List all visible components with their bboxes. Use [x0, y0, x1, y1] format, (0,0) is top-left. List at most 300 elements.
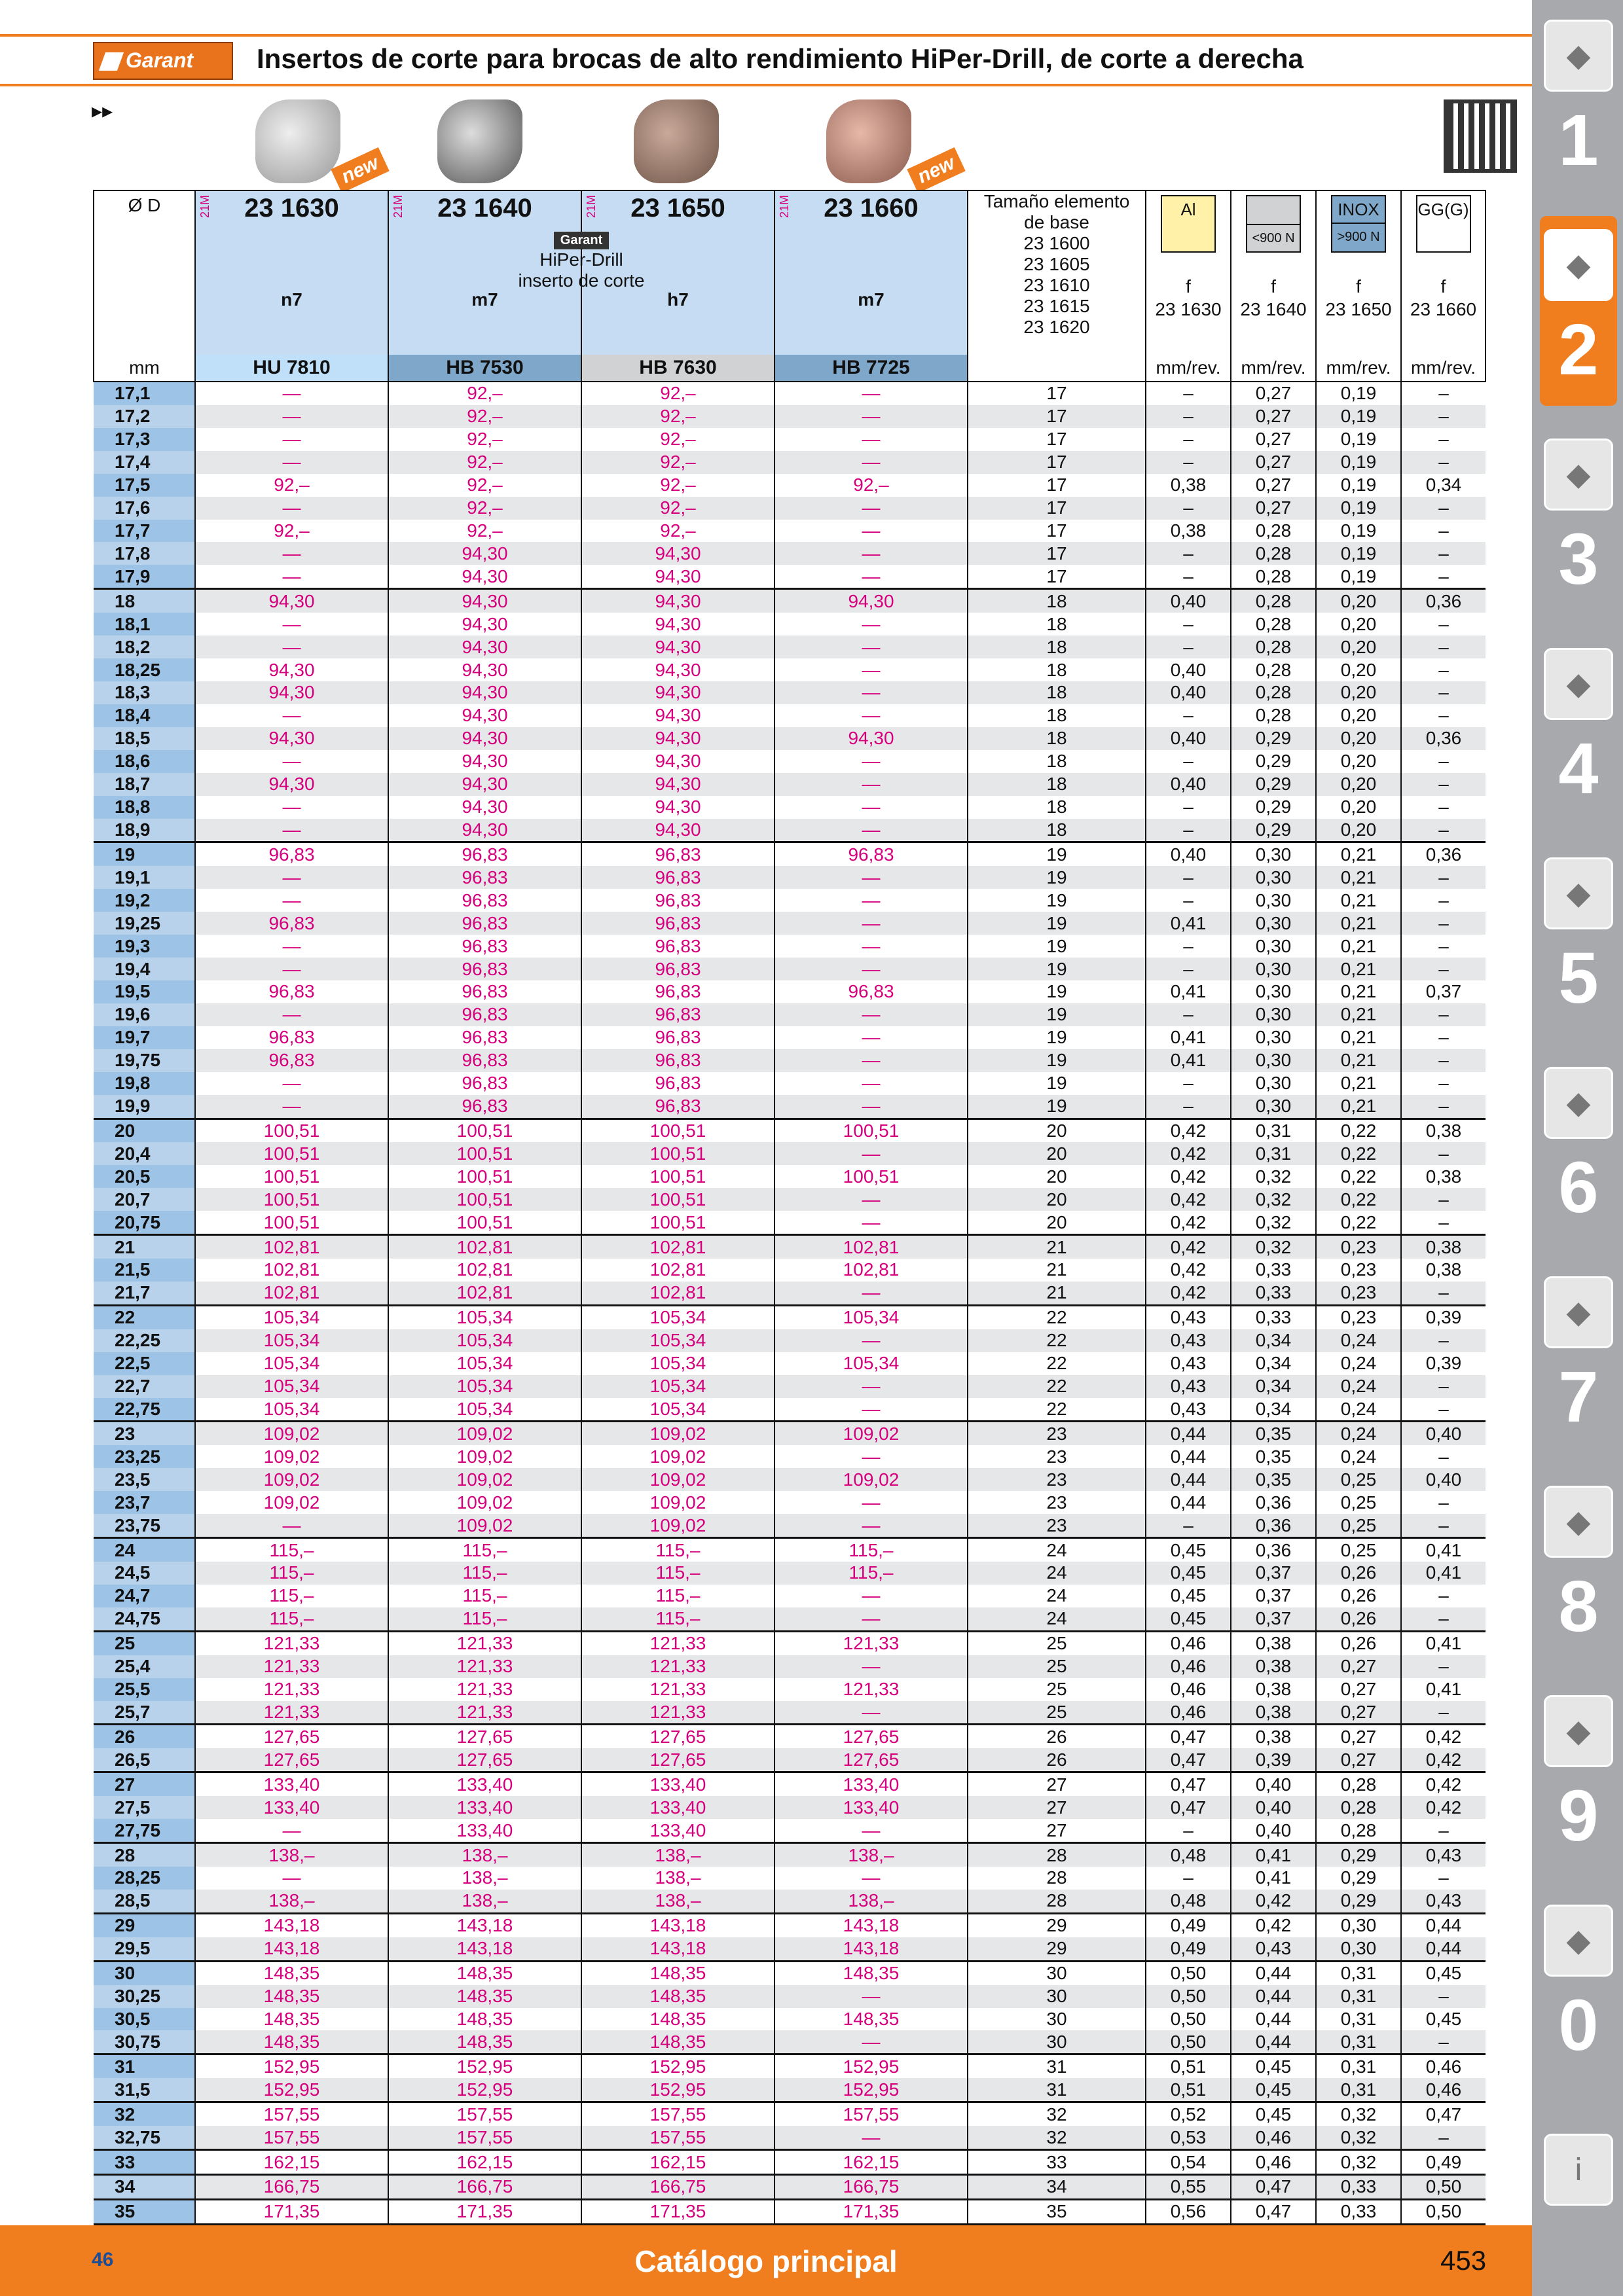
feed-cell: 0,43: [1231, 1937, 1316, 1961]
feed-cell: 0,42: [1146, 1165, 1231, 1188]
diameter-cell: 28: [94, 1843, 195, 1867]
feed-cell: 0,35: [1231, 1445, 1316, 1468]
price-cell: 115,–: [388, 1607, 581, 1631]
price-cell: —: [775, 1095, 968, 1119]
feed-cell: –: [1401, 1585, 1486, 1607]
feed-cell: –: [1401, 773, 1486, 796]
diameter-cell: 27: [94, 1772, 195, 1796]
feed-cell: 0,30: [1316, 1913, 1401, 1937]
diameter-cell: 20,4: [94, 1142, 195, 1165]
price-cell: 148,35: [388, 1985, 581, 2008]
feed-cell: –: [1401, 1445, 1486, 1468]
price-cell: 133,40: [195, 1772, 388, 1796]
price-cell: 96,83: [388, 958, 581, 980]
diameter-cell: 18: [94, 589, 195, 613]
price-cell: 152,95: [388, 2054, 581, 2078]
price-cell: —: [195, 750, 388, 773]
price-cell: —: [195, 405, 388, 428]
base-size-cell: 19: [968, 1049, 1146, 1072]
diameter-cell: 31,5: [94, 2078, 195, 2102]
feed-cell: –: [1146, 1514, 1231, 1537]
feed-cell: 0,36: [1231, 1538, 1316, 1562]
feed-cell: 0,33: [1316, 2174, 1401, 2199]
sidebar-chapter-9[interactable]: [1540, 1682, 1617, 1872]
table-row: [94, 1843, 1486, 1867]
table-row: [94, 980, 1486, 1003]
feed-cell: 0,50: [1146, 1961, 1231, 1984]
feed-cell: 0,38: [1401, 1235, 1486, 1259]
price-cell: 148,35: [195, 1961, 388, 1984]
feed-cell: 0,30: [1231, 889, 1316, 912]
price-cell: 102,81: [388, 1235, 581, 1259]
feed-cell: 0,20: [1316, 681, 1401, 704]
price-cell: 96,83: [581, 1026, 775, 1049]
price-cell: 92,–: [581, 405, 775, 428]
table-row: [94, 1026, 1486, 1049]
feed-cell: –: [1146, 704, 1231, 727]
sidebar-chapter-i[interactable]: [1540, 2121, 1617, 2225]
diameter-header: Ø D mm: [94, 190, 195, 382]
price-cell: 121,33: [195, 1655, 388, 1678]
feed-cell: 0,33: [1316, 2199, 1401, 2224]
price-cell: 127,65: [195, 1725, 388, 1748]
feed-cell: 0,37: [1231, 1562, 1316, 1585]
price-cell: 100,51: [775, 1165, 968, 1188]
feed-cell: 0,27: [1316, 1678, 1401, 1701]
price-cell: 100,51: [388, 1188, 581, 1211]
price-cell: 121,33: [388, 1655, 581, 1678]
feed-cell: 0,42: [1231, 1913, 1316, 1937]
base-size-cell: 28: [968, 1867, 1146, 1890]
feed-cell: 0,26: [1316, 1607, 1401, 1631]
price-cell: —: [195, 796, 388, 819]
price-cell: 96,83: [388, 866, 581, 889]
price-cell: 96,83: [195, 1049, 388, 1072]
diameter-cell: 20: [94, 1119, 195, 1142]
table-row: [94, 1119, 1486, 1142]
price-cell: 109,02: [388, 1514, 581, 1537]
qr-code[interactable]: [1444, 99, 1517, 173]
table-row: [94, 565, 1486, 588]
feed-cell: 0,28: [1231, 565, 1316, 588]
feed-cell: –: [1401, 636, 1486, 658]
feed-cell: 0,45: [1146, 1585, 1231, 1607]
price-cell: 92,–: [388, 474, 581, 497]
feed-cell: 0,19: [1316, 520, 1401, 543]
new-badge: new: [907, 147, 965, 193]
diameter-cell: 22,5: [94, 1352, 195, 1375]
feed-cell: 0,28: [1231, 613, 1316, 636]
feed-cell: 0,42: [1401, 1772, 1486, 1796]
diameter-cell: 19,1: [94, 866, 195, 889]
feed-cell: 0,41: [1401, 1538, 1486, 1562]
table-row: [94, 773, 1486, 796]
feed-cell: 0,47: [1146, 1725, 1231, 1748]
price-cell: 121,33: [195, 1701, 388, 1725]
feed-cell: 0,38: [1231, 1678, 1316, 1701]
base-size-cell: 35: [968, 2199, 1146, 2224]
feed-cell: 0,29: [1231, 727, 1316, 750]
feed-cell: 0,29: [1231, 819, 1316, 842]
price-cell: 138,–: [195, 1890, 388, 1913]
price-cell: —: [195, 704, 388, 727]
base-size-cell: 17: [968, 405, 1146, 428]
price-cell: —: [195, 935, 388, 958]
base-size-cell: 17: [968, 542, 1146, 565]
feed-cell: 0,21: [1316, 1026, 1401, 1049]
price-cell: 109,02: [195, 1422, 388, 1445]
price-cell: 94,30: [581, 727, 775, 750]
price-cell: 109,02: [581, 1491, 775, 1514]
diameter-cell: 19,9: [94, 1095, 195, 1119]
price-cell: 166,75: [775, 2174, 968, 2199]
price-cell: 127,65: [195, 1748, 388, 1772]
price-cell: —: [775, 1142, 968, 1165]
feed-cell: –: [1146, 889, 1231, 912]
sidebar-chapter-0[interactable]: [1540, 1892, 1617, 2081]
feed-cell: 0,30: [1231, 912, 1316, 935]
feed-cell: 0,20: [1316, 727, 1401, 750]
feed-cell: 0,28: [1231, 658, 1316, 681]
table-row: [94, 474, 1486, 497]
feed-cell: –: [1401, 750, 1486, 773]
diameter-cell: 30,25: [94, 1985, 195, 2008]
feed-cell: 0,32: [1231, 1188, 1316, 1211]
feed-cell: 0,31: [1231, 1119, 1316, 1142]
price-cell: 127,65: [775, 1725, 968, 1748]
base-size-cell: 20: [968, 1188, 1146, 1211]
feed-cell: 0,24: [1316, 1352, 1401, 1375]
price-cell: 92,–: [195, 474, 388, 497]
feed-cell: 0,23: [1316, 1235, 1401, 1259]
price-cell: 133,40: [581, 1772, 775, 1796]
sidebar-chapter-5[interactable]: [1540, 844, 1617, 1034]
feed-cell: 0,38: [1146, 474, 1231, 497]
base-size-cell: 31: [968, 2054, 1146, 2078]
price-cell: 105,34: [195, 1352, 388, 1375]
diameter-cell: 18,4: [94, 704, 195, 727]
feed-cell: 0,42: [1401, 1748, 1486, 1772]
price-cell: 94,30: [388, 636, 581, 658]
feed-cell: 0,44: [1146, 1445, 1231, 1468]
base-size-cell: 20: [968, 1211, 1146, 1234]
price-cell: 121,33: [581, 1631, 775, 1655]
feed-cell: 0,55: [1146, 2174, 1231, 2199]
feed-cell: 0,27: [1231, 382, 1316, 405]
price-cell: 148,35: [581, 1961, 775, 1984]
price-cell: 152,95: [581, 2054, 775, 2078]
feed-cell: 0,51: [1146, 2078, 1231, 2102]
diameter-cell: 25,4: [94, 1655, 195, 1678]
price-cell: —: [195, 1514, 388, 1537]
price-cell: 100,51: [195, 1119, 388, 1142]
diameter-cell: 19,8: [94, 1072, 195, 1095]
price-cell: 143,18: [581, 1913, 775, 1937]
feed-cell: 0,41: [1401, 1631, 1486, 1655]
table-row: [94, 2030, 1486, 2054]
insert-icon: ◆: [1544, 229, 1613, 301]
price-cell: 115,–: [195, 1538, 388, 1562]
feed-cell: –: [1401, 1514, 1486, 1537]
price-cell: 96,83: [388, 1026, 581, 1049]
base-size-cell: 27: [968, 1796, 1146, 1819]
price-cell: 166,75: [581, 2174, 775, 2199]
price-cell: 157,55: [775, 2102, 968, 2126]
base-size-cell: 24: [968, 1538, 1146, 1562]
base-size-cell: 21: [968, 1235, 1146, 1259]
price-cell: 96,83: [581, 889, 775, 912]
base-size-cell: 27: [968, 1819, 1146, 1842]
feed-cell: 0,45: [1231, 2102, 1316, 2126]
diameter-cell: 23,7: [94, 1491, 195, 1514]
feed-cell: 0,42: [1146, 1142, 1231, 1165]
insert-photo-3: [634, 99, 719, 183]
diameter-cell: 24: [94, 1538, 195, 1562]
sidebar-chapter-3[interactable]: [1540, 425, 1617, 615]
feed-cell: 0,30: [1231, 1003, 1316, 1026]
price-cell: 94,30: [581, 613, 775, 636]
feed-cell: 0,32: [1231, 1165, 1316, 1188]
price-cell: 133,40: [581, 1819, 775, 1842]
table-row: [94, 1796, 1486, 1819]
feed-cell: 0,20: [1316, 589, 1401, 613]
diameter-cell: 28,25: [94, 1867, 195, 1890]
diameter-cell: 21,5: [94, 1259, 195, 1282]
price-cell: 92,–: [581, 474, 775, 497]
table-row: [94, 2174, 1486, 2199]
feed-cell: 0,45: [1146, 1562, 1231, 1585]
price-cell: 105,34: [388, 1329, 581, 1352]
price-cell: 102,81: [581, 1235, 775, 1259]
feed-cell: 0,37: [1231, 1607, 1316, 1631]
feed-cell: –: [1401, 796, 1486, 819]
feed-cell: 0,44: [1401, 1913, 1486, 1937]
price-cell: —: [775, 1445, 968, 1468]
feed-cell: –: [1401, 1188, 1486, 1211]
table-row: [94, 1329, 1486, 1352]
price-cell: 121,33: [195, 1678, 388, 1701]
table-row: [94, 1211, 1486, 1234]
price-cell: 152,95: [775, 2078, 968, 2102]
feed-cell: 0,47: [1231, 2199, 1316, 2224]
price-cell: 96,83: [581, 866, 775, 889]
diameter-cell: 22,25: [94, 1329, 195, 1352]
price-cell: 127,65: [775, 1748, 968, 1772]
feed-cell: 0,40: [1146, 681, 1231, 704]
feed-cell: 0,27: [1231, 428, 1316, 451]
sidebar-chapter-6[interactable]: [1540, 1054, 1617, 1244]
price-cell: 157,55: [388, 2126, 581, 2149]
feed-cell: 0,21: [1316, 912, 1401, 935]
product-header: [195, 190, 968, 382]
price-cell: —: [775, 935, 968, 958]
price-cell: 121,33: [195, 1631, 388, 1655]
feed-cell: 0,27: [1231, 497, 1316, 520]
feed-cell: 0,28: [1231, 681, 1316, 704]
table-row: [94, 958, 1486, 980]
price-cell: 96,83: [581, 980, 775, 1003]
table-row: [94, 1913, 1486, 1937]
diameter-cell: 29,5: [94, 1937, 195, 1961]
feed-cell: 0,38: [1401, 1165, 1486, 1188]
price-cell: 109,02: [195, 1468, 388, 1491]
sidebar-chapter-4[interactable]: [1540, 635, 1617, 825]
table-row: [94, 2150, 1486, 2175]
chuck-icon: ◆: [1544, 439, 1613, 511]
price-cell: 94,30: [195, 658, 388, 681]
feed-cell: 0,25: [1316, 1491, 1401, 1514]
price-cell: 162,15: [581, 2150, 775, 2175]
price-cell: 94,30: [388, 613, 581, 636]
feed-cell: 0,44: [1146, 1422, 1231, 1445]
feed-cell: 0,51: [1146, 2054, 1231, 2078]
feed-cell: 0,38: [1401, 1119, 1486, 1142]
feed-cell: 0,32: [1231, 1235, 1316, 1259]
diameter-cell: 20,75: [94, 1211, 195, 1234]
feed-cell: –: [1146, 796, 1231, 819]
feed-cell: 0,44: [1146, 1468, 1231, 1491]
price-cell: 100,51: [581, 1211, 775, 1234]
feed-cell: 0,21: [1316, 958, 1401, 980]
price-cell: 96,83: [581, 912, 775, 935]
table-row: [94, 613, 1486, 636]
price-cell: 109,02: [388, 1445, 581, 1468]
diameter-cell: 22,75: [94, 1398, 195, 1422]
price-cell: 96,83: [388, 1049, 581, 1072]
feed-cell: –: [1401, 451, 1486, 474]
price-cell: 96,83: [195, 912, 388, 935]
price-cell: —: [775, 2126, 968, 2149]
price-cell: 109,02: [388, 1491, 581, 1514]
diameter-cell: 18,8: [94, 796, 195, 819]
diameter-cell: 17,5: [94, 474, 195, 497]
base-size-cell: 23: [968, 1445, 1146, 1468]
sidebar-chapter-8[interactable]: [1540, 1473, 1617, 1662]
price-cell: 96,83: [195, 842, 388, 866]
feed-cell: 0,40: [1146, 727, 1231, 750]
sidebar-chapter-7[interactable]: [1540, 1263, 1617, 1453]
price-cell: 105,34: [581, 1375, 775, 1398]
feed-cell: 0,46: [1146, 1655, 1231, 1678]
price-cell: 100,51: [195, 1142, 388, 1165]
base-size-cell: 33: [968, 2150, 1146, 2175]
feed-cell: 0,30: [1231, 1026, 1316, 1049]
base-size-cell: 18: [968, 796, 1146, 819]
feed-cell: –: [1401, 1282, 1486, 1305]
material-inox-header: INOX >900 N f 23 1650 mm/rev.: [1316, 190, 1401, 382]
table-row: [94, 1375, 1486, 1398]
feed-cell: 0,28: [1316, 1772, 1401, 1796]
sidebar-chapter-1[interactable]: [1540, 7, 1617, 196]
table-row: [94, 704, 1486, 727]
feed-cell: –: [1146, 1867, 1231, 1890]
price-cell: 94,30: [388, 704, 581, 727]
price-cell: 152,95: [775, 2054, 968, 2078]
base-size-cell: 19: [968, 1095, 1146, 1119]
feed-cell: 0,31: [1231, 1142, 1316, 1165]
base-size-cell: 21: [968, 1259, 1146, 1282]
price-cell: —: [195, 1095, 388, 1119]
feed-cell: 0,25: [1316, 1538, 1401, 1562]
feed-cell: 0,22: [1316, 1165, 1401, 1188]
table-row: [94, 405, 1486, 428]
price-cell: —: [775, 497, 968, 520]
price-cell: 94,30: [581, 542, 775, 565]
price-cell: 96,83: [388, 1072, 581, 1095]
base-size-cell: 19: [968, 980, 1146, 1003]
price-cell: —: [195, 866, 388, 889]
price-cell: 100,51: [581, 1142, 775, 1165]
table-row: [94, 1961, 1486, 1984]
price-cell: 94,30: [581, 589, 775, 613]
table-row: [94, 1398, 1486, 1422]
price-cell: 96,83: [388, 842, 581, 866]
price-cell: 94,30: [388, 589, 581, 613]
price-cell: 138,–: [388, 1867, 581, 1890]
diameter-cell: 34: [94, 2174, 195, 2199]
base-size-cell: 18: [968, 681, 1146, 704]
product-col-3: 21M 23 1650 h7 HB 7630: [582, 191, 775, 381]
diameter-cell: 19,4: [94, 958, 195, 980]
price-cell: 148,35: [388, 2008, 581, 2031]
price-cell: 157,55: [195, 2102, 388, 2126]
price-cell: 148,35: [775, 1961, 968, 1984]
price-cell: 94,30: [581, 681, 775, 704]
price-cell: 115,–: [195, 1562, 388, 1585]
feed-cell: –: [1146, 405, 1231, 428]
diameter-cell: 31: [94, 2054, 195, 2078]
price-cell: 94,30: [388, 727, 581, 750]
feed-cell: 0,28: [1316, 1819, 1401, 1842]
feed-cell: 0,30: [1231, 1072, 1316, 1095]
base-size-cell: 34: [968, 2174, 1146, 2199]
feed-cell: 0,47: [1401, 2102, 1486, 2126]
feed-cell: –: [1401, 889, 1486, 912]
price-cell: —: [775, 889, 968, 912]
feed-cell: 0,24: [1316, 1445, 1401, 1468]
base-size-cell: 18: [968, 589, 1146, 613]
page-number-right: 453: [1440, 2245, 1487, 2276]
diameter-cell: 24,5: [94, 1562, 195, 1585]
feed-cell: 0,36: [1231, 1491, 1316, 1514]
price-cell: 157,55: [581, 2102, 775, 2126]
price-cell: —: [775, 2030, 968, 2054]
forward-arrows-icon[interactable]: ▸▸: [92, 99, 113, 122]
feed-cell: 0,39: [1401, 1352, 1486, 1375]
price-cell: 148,35: [581, 1985, 775, 2008]
feed-cell: –: [1146, 636, 1231, 658]
base-size-cell: 23: [968, 1514, 1146, 1537]
feed-cell: 0,19: [1316, 382, 1401, 405]
feed-cell: 0,27: [1231, 474, 1316, 497]
diameter-cell: 25,5: [94, 1678, 195, 1701]
sidebar-chapter-2[interactable]: [1540, 216, 1617, 406]
feed-cell: –: [1401, 658, 1486, 681]
base-size-cell: 24: [968, 1585, 1146, 1607]
feed-cell: 0,32: [1231, 1211, 1316, 1234]
price-cell: 148,35: [388, 2030, 581, 2054]
price-cell: 96,83: [581, 958, 775, 980]
feed-cell: 0,31: [1316, 2078, 1401, 2102]
feed-cell: 0,42: [1146, 1282, 1231, 1305]
table-row: [94, 542, 1486, 565]
diameter-cell: 17,3: [94, 428, 195, 451]
feed-cell: 0,30: [1231, 1095, 1316, 1119]
feed-cell: 0,50: [1146, 1985, 1231, 2008]
table-row: [94, 1072, 1486, 1095]
base-size-cell: 19: [968, 1072, 1146, 1095]
feed-cell: 0,37: [1231, 1585, 1316, 1607]
